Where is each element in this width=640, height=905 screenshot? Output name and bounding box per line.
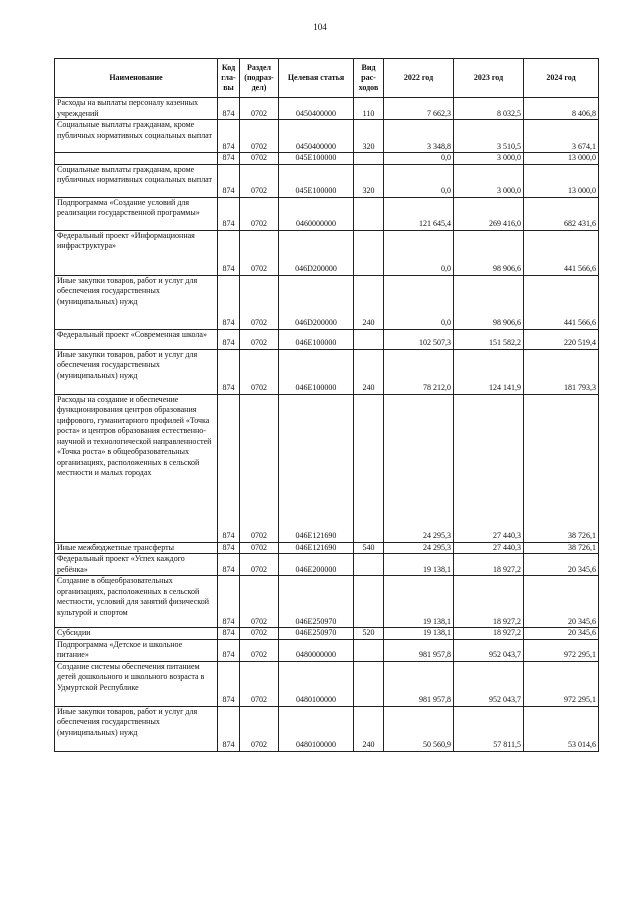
cell-section: 0702 xyxy=(240,349,279,394)
cell-name: Федеральный проект «Современная школа» xyxy=(55,329,218,349)
cell-section: 0702 xyxy=(240,120,279,153)
cell-2023: 27 440,3 xyxy=(454,542,524,554)
table-row xyxy=(55,628,599,640)
cell-name: Расходы на создание и обеспечение функционирования центров образования цифрового, гуманитарного профилей «Точка роста» и центров образования естественно-научной и технологической направленностей «Точка роста» в общеобразовательных организациях, расположенных в сельской местности и малых городах xyxy=(55,394,218,542)
table-row xyxy=(55,230,599,275)
cell-name: Социальные выплаты гражданам, кроме публичных нормативных социальных выплат xyxy=(55,164,218,197)
cell-2022: 102 507,3 xyxy=(384,329,454,349)
cell-2022: 0,0 xyxy=(384,153,454,165)
cell-kind: 320 xyxy=(354,120,384,153)
cell-kind: 520 xyxy=(354,628,384,640)
cell-section: 0702 xyxy=(240,394,279,542)
cell-2022: 3 348,8 xyxy=(384,120,454,153)
cell-name: Подпрограмма «Создание условий для реализации государственной программы» xyxy=(55,197,218,230)
cell-code: 874 xyxy=(218,164,240,197)
cell-name: Субсидии xyxy=(55,628,218,640)
cell-2023: 98 906,6 xyxy=(454,275,524,329)
cell-2023: 8 032,5 xyxy=(454,98,524,120)
cell-2022: 121 645,4 xyxy=(384,197,454,230)
cell-kind xyxy=(354,153,384,165)
cell-code: 874 xyxy=(218,120,240,153)
cell-code: 874 xyxy=(218,394,240,542)
cell-name: Федеральный проект «Информационная инфраструктура» xyxy=(55,230,218,275)
cell-code: 874 xyxy=(218,554,240,576)
cell-target: 046E121690 xyxy=(279,394,354,542)
cell-kind: 240 xyxy=(354,349,384,394)
cell-target: 045E100000 xyxy=(279,153,354,165)
header-code: Код гла-вы xyxy=(218,59,240,98)
cell-code: 874 xyxy=(218,661,240,706)
cell-name: Расходы на выплаты персоналу казенных учреждений xyxy=(55,98,218,120)
header-target: Целевая статья xyxy=(279,59,354,98)
cell-code: 874 xyxy=(218,706,240,751)
cell-2024: 38 726,1 xyxy=(524,394,599,542)
table-row xyxy=(55,197,599,230)
cell-section: 0702 xyxy=(240,98,279,120)
cell-code: 874 xyxy=(218,275,240,329)
cell-kind: 320 xyxy=(354,164,384,197)
cell-2022: 24 295,3 xyxy=(384,394,454,542)
cell-2024: 3 674,1 xyxy=(524,120,599,153)
cell-kind xyxy=(354,661,384,706)
cell-section: 0702 xyxy=(240,329,279,349)
cell-code: 874 xyxy=(218,576,240,628)
cell-section: 0702 xyxy=(240,554,279,576)
cell-target: 046D200000 xyxy=(279,275,354,329)
cell-2024: 972 295,1 xyxy=(524,661,599,706)
cell-2022: 19 138,1 xyxy=(384,554,454,576)
cell-2023: 124 141,9 xyxy=(454,349,524,394)
cell-section: 0702 xyxy=(240,197,279,230)
cell-2023: 98 906,6 xyxy=(454,230,524,275)
cell-kind xyxy=(354,329,384,349)
cell-kind xyxy=(354,576,384,628)
cell-section: 0702 xyxy=(240,639,279,661)
table-body xyxy=(55,98,599,752)
table-row xyxy=(55,394,599,542)
cell-2024: 441 566,6 xyxy=(524,275,599,329)
cell-name: Иные межбюджетные трансферты xyxy=(55,542,218,554)
table-row xyxy=(55,275,599,329)
cell-section: 0702 xyxy=(240,153,279,165)
header-name: Наименование xyxy=(55,59,218,98)
cell-2024: 53 014,6 xyxy=(524,706,599,751)
cell-target: 0450400000 xyxy=(279,98,354,120)
cell-2022: 19 138,1 xyxy=(384,576,454,628)
cell-2022: 19 138,1 xyxy=(384,628,454,640)
cell-2024: 13 000,0 xyxy=(524,164,599,197)
header-section: Раздел (подраз-дел) xyxy=(240,59,279,98)
cell-code: 874 xyxy=(218,98,240,120)
cell-2022: 50 560,9 xyxy=(384,706,454,751)
cell-name: Создание в общеобразовательных организациях, расположенных в сельской местности, условий для занятий физической культурой и спортом xyxy=(55,576,218,628)
table-row xyxy=(55,542,599,554)
cell-2023: 57 811,5 xyxy=(454,706,524,751)
cell-2023: 3 510,5 xyxy=(454,120,524,153)
cell-code: 874 xyxy=(218,329,240,349)
cell-section: 0702 xyxy=(240,576,279,628)
cell-section: 0702 xyxy=(240,628,279,640)
cell-2024: 8 406,8 xyxy=(524,98,599,120)
cell-2023: 151 582,2 xyxy=(454,329,524,349)
table-row xyxy=(55,639,599,661)
cell-name: Социальные выплаты гражданам, кроме публичных нормативных социальных выплат xyxy=(55,120,218,153)
cell-kind xyxy=(354,554,384,576)
table-row xyxy=(55,120,599,153)
cell-target: 046D200000 xyxy=(279,230,354,275)
table-row xyxy=(55,153,599,165)
cell-2022: 0,0 xyxy=(384,164,454,197)
table-header-row xyxy=(55,59,599,98)
table-row xyxy=(55,661,599,706)
cell-2024: 682 431,6 xyxy=(524,197,599,230)
cell-name: Подпрограмма «Детское и школьное питание» xyxy=(55,639,218,661)
cell-kind xyxy=(354,197,384,230)
cell-code: 874 xyxy=(218,153,240,165)
cell-kind: 540 xyxy=(354,542,384,554)
cell-2023: 952 043,7 xyxy=(454,661,524,706)
cell-target: 046E250970 xyxy=(279,628,354,640)
table-row xyxy=(55,329,599,349)
page-number: 104 xyxy=(313,22,327,32)
cell-section: 0702 xyxy=(240,164,279,197)
cell-2024: 13 000,0 xyxy=(524,153,599,165)
cell-2024: 972 295,1 xyxy=(524,639,599,661)
cell-section: 0702 xyxy=(240,661,279,706)
cell-2023: 952 043,7 xyxy=(454,639,524,661)
cell-target: 045E100000 xyxy=(279,164,354,197)
cell-code: 874 xyxy=(218,639,240,661)
cell-2023: 269 416,0 xyxy=(454,197,524,230)
cell-target: 046E100000 xyxy=(279,349,354,394)
cell-section: 0702 xyxy=(240,542,279,554)
header-2024: 2024 год xyxy=(524,59,599,98)
cell-code: 874 xyxy=(218,542,240,554)
cell-2024: 181 793,3 xyxy=(524,349,599,394)
cell-2022: 0,0 xyxy=(384,230,454,275)
cell-2023: 18 927,2 xyxy=(454,628,524,640)
cell-name xyxy=(55,153,218,165)
cell-name: Создание системы обеспечения питанием детей дошкольного и школьного возраста в Удмуртской Республике xyxy=(55,661,218,706)
cell-2023: 18 927,2 xyxy=(454,554,524,576)
cell-section: 0702 xyxy=(240,275,279,329)
table-row xyxy=(55,164,599,197)
cell-2023: 27 440,3 xyxy=(454,394,524,542)
cell-name: Иные закупки товаров, работ и услуг для обеспечения государственных (муниципальных) нужд xyxy=(55,349,218,394)
cell-2024: 20 345,6 xyxy=(524,576,599,628)
cell-kind xyxy=(354,394,384,542)
cell-2022: 981 957,8 xyxy=(384,639,454,661)
table-row xyxy=(55,349,599,394)
cell-section: 0702 xyxy=(240,706,279,751)
cell-kind xyxy=(354,639,384,661)
cell-target: 046E200000 xyxy=(279,554,354,576)
cell-2024: 220 519,4 xyxy=(524,329,599,349)
cell-target: 0480000000 xyxy=(279,639,354,661)
cell-kind: 240 xyxy=(354,275,384,329)
cell-2023: 3 000,0 xyxy=(454,164,524,197)
cell-2022: 24 295,3 xyxy=(384,542,454,554)
cell-kind xyxy=(354,230,384,275)
cell-2022: 78 212,0 xyxy=(384,349,454,394)
header-2022: 2022 год xyxy=(384,59,454,98)
table-row xyxy=(55,576,599,628)
cell-2024: 441 566,6 xyxy=(524,230,599,275)
cell-code: 874 xyxy=(218,197,240,230)
cell-name: Иные закупки товаров, работ и услуг для обеспечения государственных (муниципальных) нужд xyxy=(55,275,218,329)
cell-target: 0480100000 xyxy=(279,706,354,751)
cell-target: 046E121690 xyxy=(279,542,354,554)
cell-target: 046E250970 xyxy=(279,576,354,628)
table-row xyxy=(55,554,599,576)
cell-target: 046E100000 xyxy=(279,329,354,349)
cell-2024: 20 345,6 xyxy=(524,628,599,640)
cell-name: Федеральный проект «Успех каждого ребёнка» xyxy=(55,554,218,576)
cell-target: 0480100000 xyxy=(279,661,354,706)
cell-2022: 981 957,8 xyxy=(384,661,454,706)
cell-section: 0702 xyxy=(240,230,279,275)
cell-2024: 38 726,1 xyxy=(524,542,599,554)
cell-code: 874 xyxy=(218,628,240,640)
cell-name: Иные закупки товаров, работ и услуг для обеспечения государственных (муниципальных) нужд xyxy=(55,706,218,751)
cell-2024: 20 345,6 xyxy=(524,554,599,576)
cell-kind: 110 xyxy=(354,98,384,120)
header-kind: Вид рас-ходов xyxy=(354,59,384,98)
cell-2022: 7 662,3 xyxy=(384,98,454,120)
budget-table xyxy=(54,58,599,752)
header-2023: 2023 год xyxy=(454,59,524,98)
table-row xyxy=(55,706,599,751)
table-row xyxy=(55,98,599,120)
cell-code: 874 xyxy=(218,349,240,394)
cell-2022: 0,0 xyxy=(384,275,454,329)
cell-target: 0450400000 xyxy=(279,120,354,153)
cell-kind: 240 xyxy=(354,706,384,751)
cell-code: 874 xyxy=(218,230,240,275)
cell-2023: 3 000,0 xyxy=(454,153,524,165)
cell-target: 0460000000 xyxy=(279,197,354,230)
cell-2023: 18 927,2 xyxy=(454,576,524,628)
